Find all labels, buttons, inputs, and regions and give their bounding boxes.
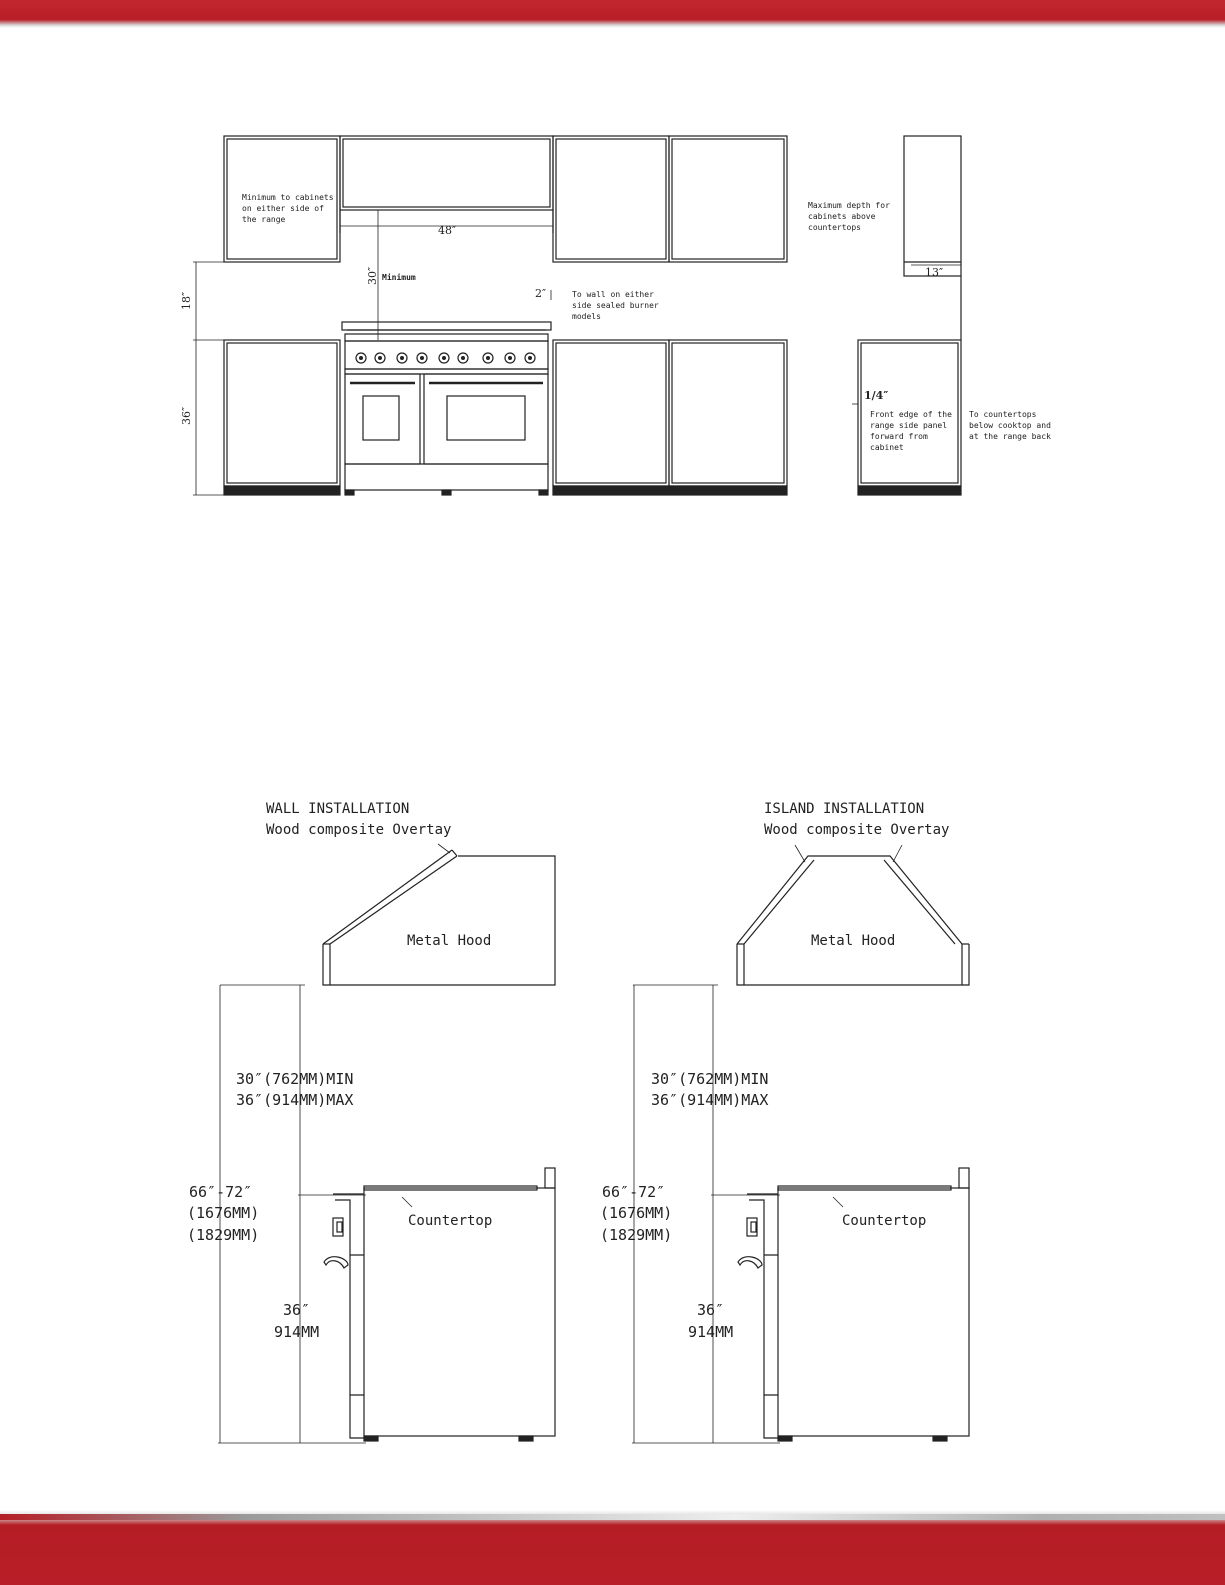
range-knob-center	[461, 356, 465, 360]
range-knob-center	[486, 356, 490, 360]
note-min-cabinets: Minimum to cabinets on either side of the range	[242, 193, 334, 224]
island-hood-label: Metal Hood	[811, 933, 896, 949]
range-knob-center	[528, 356, 532, 360]
dim-30: 30″	[366, 266, 379, 285]
upper-cabinet-right-1	[553, 136, 669, 262]
note-wall: To wall on either side sealed burner models	[572, 290, 659, 321]
island-installation-drawing	[632, 845, 969, 1443]
island-dim-max: 36″(914MM)MAX	[651, 1091, 769, 1109]
wall-countertop: Countertop	[408, 1213, 493, 1229]
island-range-side	[747, 1194, 778, 1438]
island-countertop: Countertop	[842, 1213, 927, 1229]
lower-cabinet-left	[224, 340, 340, 486]
label-minimum: Minimum	[382, 273, 416, 282]
note-countertops: To countertops below cooktop and at the range back	[969, 410, 1051, 441]
wall-subtitle: Wood composite Overtay	[266, 822, 452, 838]
island-dim-total: 66″-72″	[602, 1183, 666, 1201]
dim-18: 18″	[180, 291, 193, 310]
wall-title: WALL INSTALLATION	[266, 801, 410, 817]
wall-dim-36: 36″	[283, 1301, 311, 1319]
dim-36: 36″	[180, 406, 193, 425]
wall-range-side	[333, 1194, 364, 1438]
range-knob-center	[400, 356, 404, 360]
range-knob-center	[378, 356, 382, 360]
wall-dim-total: 66″-72″	[189, 1183, 253, 1201]
island-title: ISLAND INSTALLATION	[764, 801, 925, 817]
range-front-view	[342, 322, 551, 495]
island-dim-36: 36″	[697, 1301, 725, 1319]
range-knob-center	[508, 356, 512, 360]
range-knobs	[356, 353, 535, 363]
wall-dim-max: 36″(914MM)MAX	[236, 1091, 354, 1109]
upper-cabinet-right-2	[669, 136, 787, 262]
note-front-edge: Front edge of the range side panel forward from cabinet	[870, 410, 952, 452]
island-subtitle: Wood composite Overtay	[764, 822, 950, 838]
island-hood	[737, 944, 969, 985]
wall-dim-min: 30″(762MM)MIN	[236, 1070, 354, 1088]
wall-hood	[323, 856, 555, 985]
hood-block	[340, 136, 553, 210]
wall-installation-drawing	[218, 844, 555, 1443]
wall-hood-label: Metal Hood	[407, 933, 492, 949]
island-dim-total-mm2: (1829MM)	[600, 1226, 673, 1244]
dim-quarter: 1/4″	[864, 389, 889, 402]
lower-cabinet-right-2	[669, 340, 787, 486]
island-dim-min: 30″(762MM)MIN	[651, 1070, 769, 1088]
wall-dim-total-mm2: (1829MM)	[187, 1226, 260, 1244]
dim-2: 2″	[535, 287, 547, 300]
dim-48: 48″	[438, 224, 457, 237]
island-dim-total-mm1: (1676MM)	[600, 1204, 673, 1222]
bottom-footer-band	[0, 1510, 1225, 1585]
range-knob-center	[359, 356, 363, 360]
lower-cabinet-right-1	[553, 340, 669, 486]
wall-dim-total-mm1: (1676MM)	[187, 1204, 260, 1222]
island-dim-36-mm: 914MM	[688, 1323, 734, 1341]
range-knob-center	[442, 356, 446, 360]
range-knob-center	[420, 356, 424, 360]
note-max-depth: Maximum depth for cabinets above countertops	[808, 201, 890, 232]
dim-13: 13″	[925, 266, 944, 279]
wall-dim-36-mm: 914MM	[274, 1323, 320, 1341]
upper-cabinet-side-profile	[904, 136, 961, 276]
